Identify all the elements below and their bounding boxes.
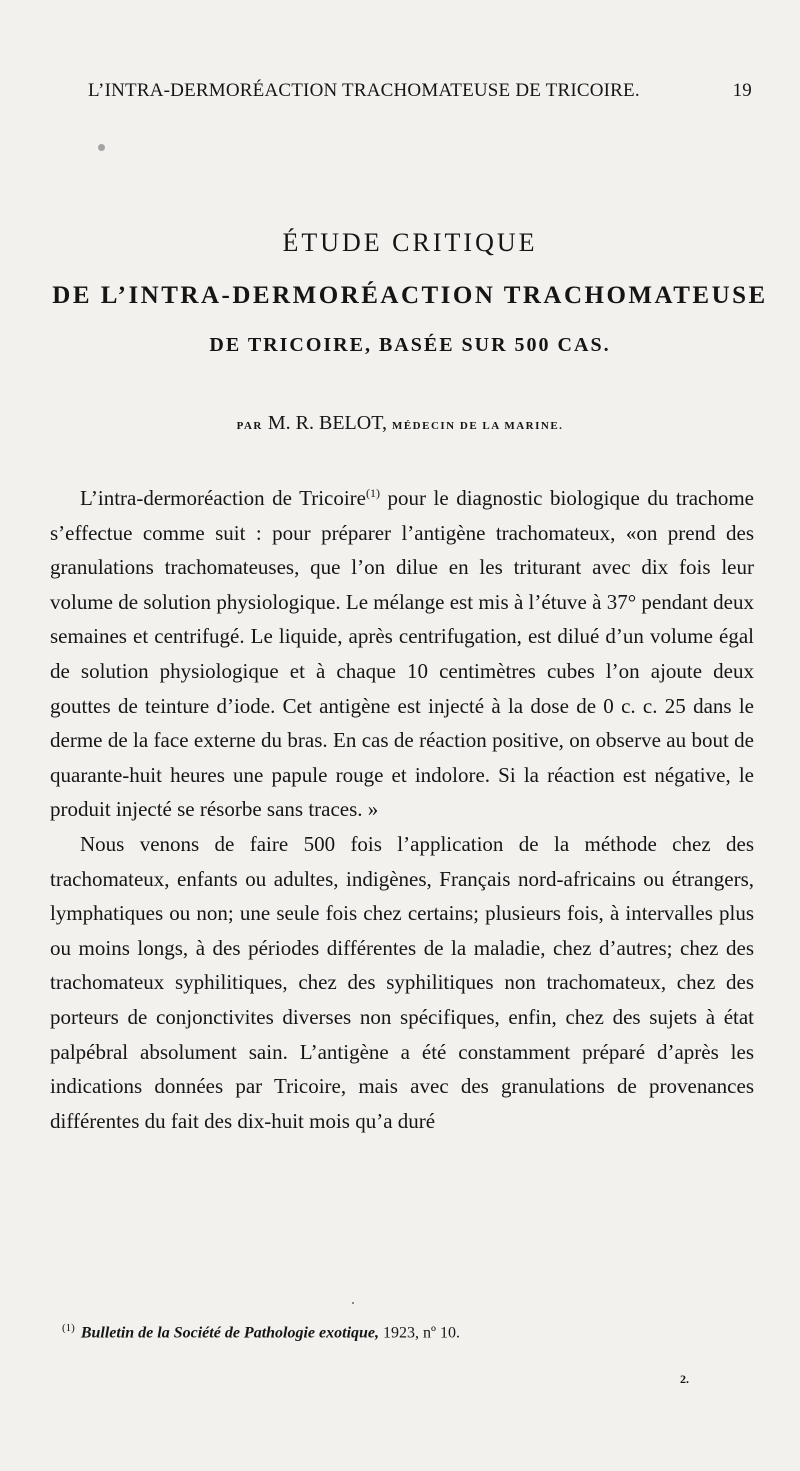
running-head-title: L’INTRA-DERMORÉACTION TRACHOMATEUSE DE TRICOIRE.: [88, 80, 640, 101]
byline-par: PAR: [236, 420, 263, 432]
footnote-details: 1923, nº 10.: [383, 1324, 460, 1342]
title-line-1: ÉTUDE CRITIQUE: [282, 228, 538, 257]
signature-mark: 2.: [680, 1372, 689, 1386]
page-number: 19: [732, 80, 752, 101]
paragraph-1-rest: pour le diagnostic biologique du trachome s’effectue comme suit : pour préparer l’antigène trachomateux, «on prend des granulations trachomateuses, que l’on dilue en les triturant avec dix fois leur volume de solution physiologique. Le mélange est mis à l’étuve à 37° pendant deux semaines et centrifugé. Le liquide, après centrifugation, est dilué d’un volume égal de solution physiologique et à chaque 10 centimètres cubes l’on ajoute deux gouttes de teinture d’iode. Cet antigène est injecté à la dose de 0 c. c. 25 dans le derme de la face externe du bras. En cas de réaction positive, on observe au bout de quarante-huit heures une papule rouge et indolore. Si la réaction est négative, le produit injecté se résorbe sans traces. »: [50, 486, 754, 822]
footnote-reference: (1): [366, 486, 380, 500]
title-line-2: DE L’INTRA-DERMORÉACTION TRACHOMATEUSE: [52, 282, 768, 309]
paragraph-1-start: L’intra-dermoréaction de Tricoire: [80, 486, 366, 510]
byline: [0, 412, 800, 435]
print-speck: [98, 144, 105, 151]
footnote-separator: [352, 1302, 354, 1304]
byline-role: MÉDECIN DE LA MARINE.: [391, 420, 564, 432]
article-title: [40, 228, 780, 357]
body-text: [50, 476, 754, 1138]
paragraph-1: [50, 476, 754, 827]
footnote-journal: Bulletin de la Société de Pathologie exotique,: [80, 1324, 380, 1342]
footnote-number: (1): [62, 1322, 75, 1334]
byline-author: M. R. BELOT,: [267, 412, 387, 434]
title-line-3: DE TRICOIRE, BASÉE SUR 500 CAS.: [209, 334, 611, 356]
footnote: [62, 1322, 762, 1342]
paragraph-2: Nous venons de faire 500 fois l’application de la méthode chez des trachomateux, enfants ou adultes, indigènes, Français nord-africains ou étrangers, lymphatiques ou non; une seule fois chez certains; plusieurs fois, à intervalles plus ou moins longs, à des périodes différentes de la maladie, chez d’autres; chez des trachomateux syphilitiques, chez des syphilitiques non trachomateux, chez des porteurs de conjonctivites diverses non spécifiques, enfin, chez des sujets à état palpébral absolument sain. L’antigène a été constamment préparé d’après les indications données par Tricoire, mais avec des granulations de provenances différentes du fait des dix-huit mois qu’a duré: [50, 831, 754, 1133]
